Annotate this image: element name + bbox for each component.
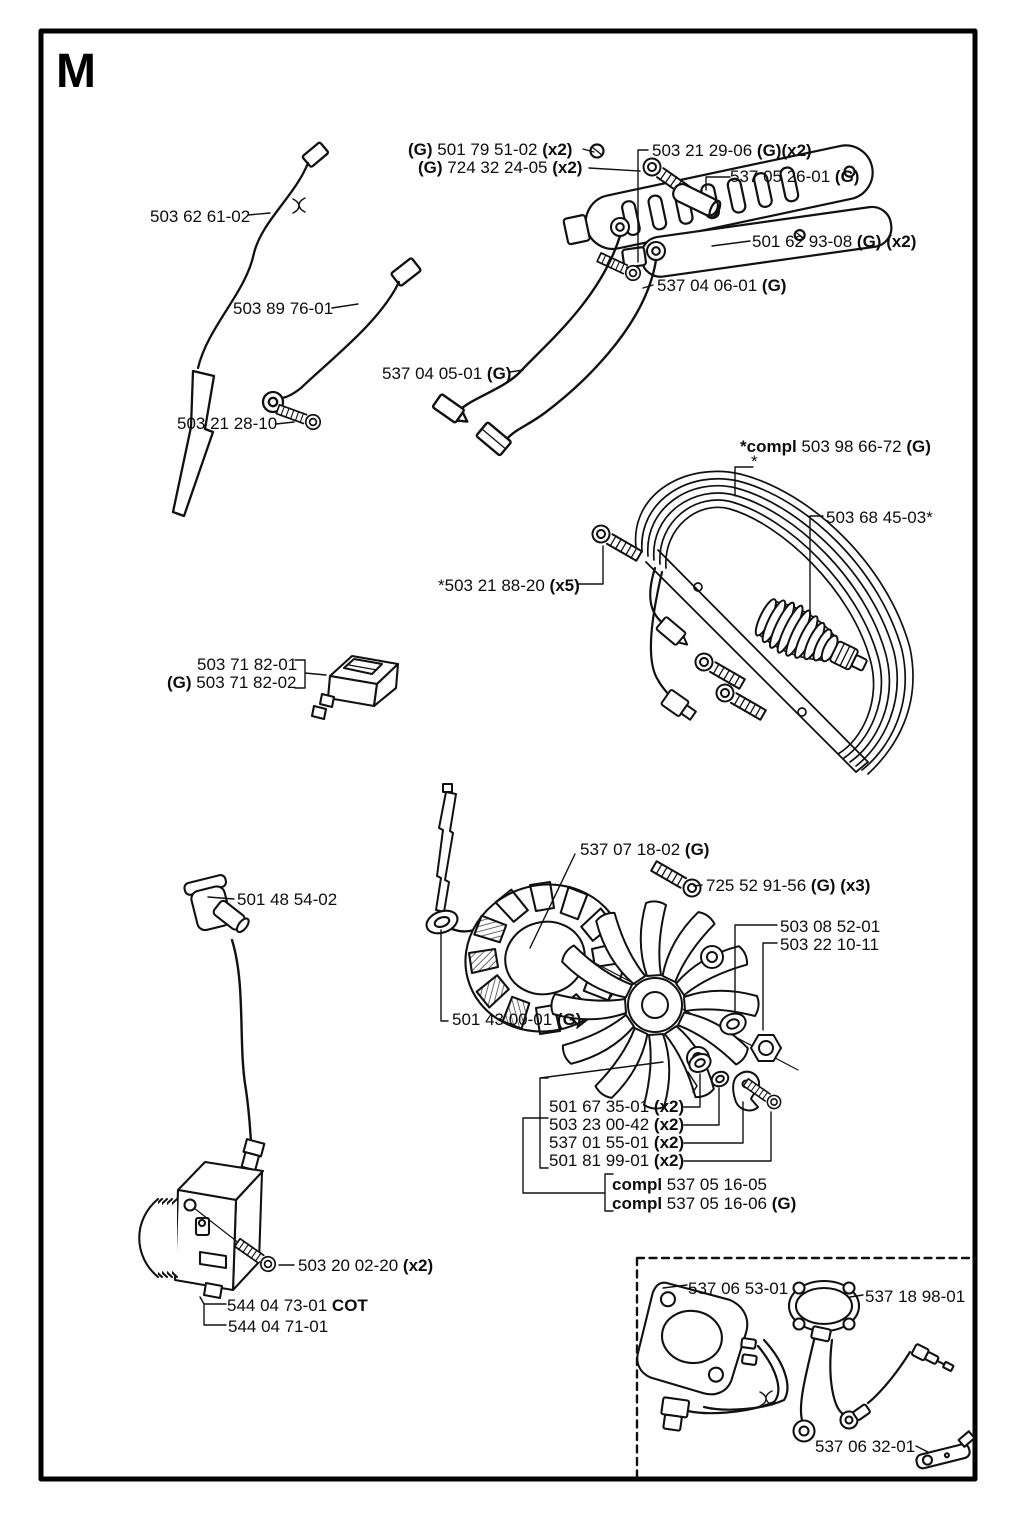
part-label-503200220: 503 20 02-20 (x2) — [298, 1256, 434, 1275]
part-label-537189801: 537 18 98-01 — [865, 1287, 966, 1306]
part-label-544047101: 544 04 71-01 — [228, 1317, 329, 1336]
part-label-501819901: 501 81 99-01 (x2) — [549, 1151, 685, 1170]
part-label-537040601: 537 04 06-01 (G) — [657, 276, 787, 295]
part-label-503718201: 503 71 82-01 — [197, 655, 298, 674]
screw-725529156-drawing — [650, 859, 704, 900]
part-label-503897601: 503 89 76-01 — [233, 299, 334, 318]
part-label-537040501: 537 04 05-01 (G) — [382, 364, 512, 383]
part-label-501673501: 501 67 35-01 (x2) — [549, 1097, 685, 1116]
switch-503718201-drawing — [312, 656, 398, 719]
part-label-503212810: 503 21 28-10 — [177, 414, 278, 433]
part-label-537052601: 537 05 26-01 (G) — [730, 167, 860, 186]
section-letter: M — [56, 45, 97, 98]
wire-537040601-drawing — [432, 236, 620, 428]
part-label-501430001: 501 43 00-01 (G) — [452, 1010, 582, 1029]
screw-503218820-b-drawing — [692, 650, 746, 691]
screw-503212810-drawing — [275, 402, 322, 431]
part-label-503230042: 503 23 00-42 (x2) — [549, 1115, 685, 1134]
part-label-501629308: 501 62 93-08 (G) (x2) — [752, 232, 917, 251]
part-label-503218820: *503 21 88-20 (x5) — [438, 576, 580, 595]
part-label-503684503: 503 68 45-03* — [826, 508, 933, 527]
spark-plug-drawing — [436, 784, 456, 912]
part-label-725529156: 725 52 91-56 (G) (x3) — [706, 876, 871, 895]
part-label-537063201: 537 06 32-01 — [815, 1437, 916, 1456]
ht-lead-wire — [232, 940, 252, 1148]
wire-537040501-drawing — [476, 260, 656, 456]
boot-503684503-drawing — [750, 592, 877, 689]
gasket-537065301-drawing — [634, 1280, 788, 1431]
part-label-501795102: (G) 501 79 51-02 (x2) — [408, 140, 573, 159]
part-label-537065301: 537 06 53-01 — [688, 1279, 789, 1298]
wire-503626102-drawing — [173, 142, 329, 516]
asterisk-mark: * — [751, 452, 758, 471]
part-label-503718202: (G) 503 71 82-02 — [167, 673, 297, 692]
part-label-544047301: 544 04 73-01 COT — [227, 1296, 368, 1315]
nut-503221011-drawing — [751, 1035, 781, 1061]
module-544047301-drawing — [139, 1139, 264, 1298]
part-label-501485402: 501 48 54-02 — [237, 890, 338, 909]
part-label-503085201: 503 08 52-01 — [780, 917, 881, 936]
part-label-compl-503986672: *compl 503 98 66-72 (G) — [740, 437, 931, 456]
part-label-537015501: 537 01 55-01 (x2) — [549, 1133, 685, 1152]
wire-503897601-drawing — [263, 258, 421, 412]
part-label-537071802: 537 07 18-02 (G) — [580, 840, 710, 859]
part-label-compl-537051606: compl 537 05 16-06 (G) — [612, 1194, 797, 1213]
part-label-503212906: 503 21 29-06 (G)(x2) — [652, 141, 812, 160]
part-label-503626102: 503 62 61-02 — [150, 207, 251, 226]
part-label-compl-537051605: compl 537 05 16-05 — [612, 1175, 767, 1194]
part-label-503221011: 503 22 10-11 — [780, 935, 879, 954]
part-label-724322405: (G) 724 32 24-05 (x2) — [418, 158, 583, 177]
